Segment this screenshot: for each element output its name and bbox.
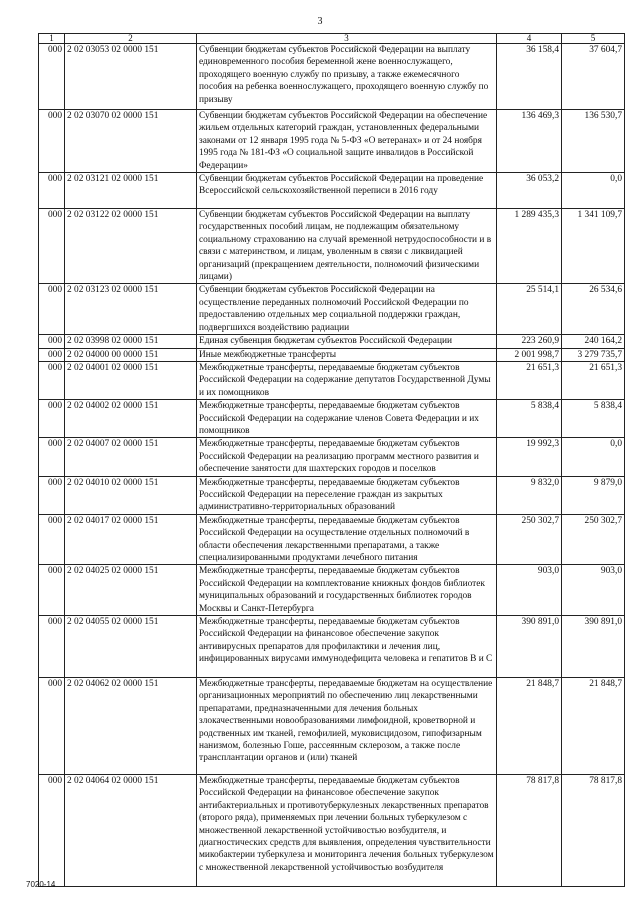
amount-year-1: 19 992,3 (497, 438, 562, 476)
amount-year-1: 1 289 435,3 (497, 209, 562, 284)
amount-year-2: 5 838,4 (562, 400, 625, 438)
budget-code-admin: 000 (39, 44, 65, 110)
budget-classification-code: 2 02 04007 02 0000 151 (65, 438, 197, 476)
amount-year-1: 21 848,7 (497, 678, 562, 775)
table-row (39, 348, 625, 361)
amount-year-2: 26 534,6 (562, 284, 625, 335)
amount-year-2: 21 848,7 (562, 678, 625, 775)
budget-classification-code: 2 02 04001 02 0000 151 (65, 361, 197, 399)
column-header-2: 2 (65, 34, 197, 44)
income-description: Межбюджетные трансферты, передаваемые бюджетам субъектов Российской Федерации на содержание членов Совета Федерации и их помощников (197, 400, 497, 438)
column-header-5: 5 (562, 34, 625, 44)
table-row (39, 44, 625, 110)
budget-classification-code: 2 02 03123 02 0000 151 (65, 284, 197, 335)
amount-year-1: 36 053,2 (497, 173, 562, 209)
column-header-4: 4 (497, 34, 562, 44)
budget-code-admin: 000 (39, 514, 65, 565)
budget-code-admin: 000 (39, 284, 65, 335)
table-row (39, 775, 625, 887)
table-row (39, 209, 625, 284)
amount-year-1: 5 838,4 (497, 400, 562, 438)
amount-year-2: 37 604,7 (562, 44, 625, 110)
budget-classification-code: 2 02 03121 02 0000 151 (65, 173, 197, 209)
income-description: Субвенции бюджетам субъектов Российской Федерации на обеспечение жильем отдельных категорий граждан, установленных федеральными законами от 12 января 1995 года № 5-ФЗ «О ветеранах» и от 24 ноября 1995 года № 181-ФЗ «О социальной защите инвалидов в Российской Федерации» (197, 110, 497, 173)
budget-classification-code: 2 02 03122 02 0000 151 (65, 209, 197, 284)
table-row (39, 616, 625, 678)
amount-year-1: 9 832,0 (497, 476, 562, 514)
income-description: Межбюджетные трансферты, передаваемые бюджетам субъектов Российской Федерации на финансовое обеспечение закупок антивирусных препаратов для профилактики и лечения лиц, инфицированных вирусами иммунодефицита человека и гепатитов В и С (197, 616, 497, 678)
amount-year-2: 3 279 735,7 (562, 348, 625, 361)
amount-year-2: 903,0 (562, 565, 625, 616)
amount-year-2: 78 817,8 (562, 775, 625, 887)
amount-year-1: 136 469,3 (497, 110, 562, 173)
budget-classification-code: 2 02 04064 02 0000 151 (65, 775, 197, 887)
budget-classification-code: 2 02 04010 02 0000 151 (65, 476, 197, 514)
budget-classification-code: 2 02 04025 02 0000 151 (65, 565, 197, 616)
budget-code-admin: 000 (39, 335, 65, 348)
amount-year-2: 0,0 (562, 173, 625, 209)
budget-code-admin: 000 (39, 775, 65, 887)
income-description: Единая субвенция бюджетам субъектов Российской Федерации (197, 335, 497, 348)
income-description: Иные межбюджетные трансферты (197, 348, 497, 361)
budget-classification-code: 2 02 03053 02 0000 151 (65, 44, 197, 110)
amount-year-2: 250 302,7 (562, 514, 625, 565)
column-header-1: 1 (39, 34, 65, 44)
income-description: Межбюджетные трансферты, передаваемые бюджетам субъектов Российской Федерации на финансовое обеспечение закупок антибактериальных и противотуберкулезных лекарственных препаратов (второго ряда), применяемых при лечении больных туберкулезом с множественной лекарственной устойчивостью возбудителя, и диагностических средств для выявления, определения чувствительности микобактерии туберкулеза и мониторинга лечения больных туберкулезом с множественной лекарственной устойчивостью возбудителя (197, 775, 497, 887)
budget-code-admin: 000 (39, 173, 65, 209)
budget-code-admin: 000 (39, 565, 65, 616)
income-description: Субвенции бюджетам субъектов Российской Федерации на выплату единовременного пособия беременной жене военнослужащего, проходящего военную службу по призыву, а также ежемесячного пособия на ребенка военнослужащего, проходящего военную службу по призыву (197, 44, 497, 110)
column-number-row (39, 34, 625, 44)
form-code: 7020-14 (26, 880, 56, 889)
budget-code-admin: 000 (39, 616, 65, 678)
amount-year-1: 903,0 (497, 565, 562, 616)
amount-year-2: 390 891,0 (562, 616, 625, 678)
income-description: Межбюджетные трансферты, передаваемые бюджетам на осуществление организационных мероприятий по обеспечению лиц лекарственными препаратами, предназначенными для лечения больных злокачественными новообразованиями лимфоидной, кроветворной и родственных им тканей, гемофилией, муковисцидозом, гипофизарным нанизмом, болезнью Гоше, рассеянным склерозом, а также после трансплантации органов и (или) тканей (197, 678, 497, 775)
table-row (39, 400, 625, 438)
amount-year-1: 2 001 998,7 (497, 348, 562, 361)
amount-year-2: 0,0 (562, 438, 625, 476)
amount-year-2: 1 341 109,7 (562, 209, 625, 284)
budget-code-admin: 000 (39, 110, 65, 173)
amount-year-1: 21 651,3 (497, 361, 562, 399)
amount-year-1: 223 260,9 (497, 335, 562, 348)
table-row (39, 110, 625, 173)
income-description: Межбюджетные трансферты, передаваемые бюджетам субъектов Российской Федерации на содержание депутатов Государственной Думы и их помощников (197, 361, 497, 399)
budget-classification-code: 2 02 04062 02 0000 151 (65, 678, 197, 775)
budget-classification-code: 2 02 04017 02 0000 151 (65, 514, 197, 565)
budget-code-admin: 000 (39, 476, 65, 514)
table-row (39, 678, 625, 775)
table-row (39, 173, 625, 209)
amount-year-1: 78 817,8 (497, 775, 562, 887)
amount-year-2: 240 164,2 (562, 335, 625, 348)
income-description: Межбюджетные трансферты, передаваемые бюджетам субъектов Российской Федерации на переселение граждан из закрытых административно-территориальных образований (197, 476, 497, 514)
budget-code-admin: 000 (39, 400, 65, 438)
amount-year-2: 9 879,0 (562, 476, 625, 514)
income-description: Субвенции бюджетам субъектов Российской Федерации на проведение Всероссийской сельскохозяйственной переписи в 2016 году (197, 173, 497, 209)
budget-code-admin: 000 (39, 361, 65, 399)
budget-code-admin: 000 (39, 209, 65, 284)
budget-classification-code: 2 02 04002 02 0000 151 (65, 400, 197, 438)
amount-year-2: 21 651,3 (562, 361, 625, 399)
column-header-3: 3 (197, 34, 497, 44)
income-description: Субвенции бюджетам субъектов Российской Федерации на выплату государственных пособий лицам, не подлежащим обязательному социальному страхованию на случай временной нетрудоспособности и в связи с материнством, и лицам, уволенным в связи с ликвидацией организаций (прекращением деятельности, полномочий физическими лицами) (197, 209, 497, 284)
budget-classification-code: 2 02 03998 02 0000 151 (65, 335, 197, 348)
table-body (39, 44, 625, 887)
budget-code-admin: 000 (39, 348, 65, 361)
budget-code-admin: 000 (39, 678, 65, 775)
budget-classification-code: 2 02 04000 00 0000 151 (65, 348, 197, 361)
table-row (39, 514, 625, 565)
budget-code-admin: 000 (39, 438, 65, 476)
table-row (39, 565, 625, 616)
page-number: 3 (317, 16, 323, 27)
income-description: Межбюджетные трансферты, передаваемые бюджетам субъектов Российской Федерации на комплектование книжных фондов библиотек муниципальных образований и государственных библиотек городов Москвы и Санкт-Петербурга (197, 565, 497, 616)
amount-year-1: 390 891,0 (497, 616, 562, 678)
amount-year-2: 136 530,7 (562, 110, 625, 173)
amount-year-1: 250 302,7 (497, 514, 562, 565)
income-description: Межбюджетные трансферты, передаваемые бюджетам субъектов Российской Федерации на осуществление отдельных полномочий в области обеспечения лекарственными препаратами, а также специализированными продуктами лечебного питания (197, 514, 497, 565)
budget-table (38, 33, 625, 887)
table-row (39, 438, 625, 476)
income-description: Субвенции бюджетам субъектов Российской Федерации на осуществление переданных полномочий Российской Федерации по предоставлению отдельных мер социальной поддержки граждан, подвергшихся воздействию радиации (197, 284, 497, 335)
income-description: Межбюджетные трансферты, передаваемые бюджетам субъектов Российской Федерации на реализацию программ местного развития и обеспечение занятости для шахтерских городов и поселков (197, 438, 497, 476)
table-row (39, 476, 625, 514)
table-row (39, 284, 625, 335)
amount-year-1: 36 158,4 (497, 44, 562, 110)
table-row (39, 335, 625, 348)
amount-year-1: 25 514,1 (497, 284, 562, 335)
budget-classification-code: 2 02 04055 02 0000 151 (65, 616, 197, 678)
table-row (39, 361, 625, 399)
budget-classification-code: 2 02 03070 02 0000 151 (65, 110, 197, 173)
